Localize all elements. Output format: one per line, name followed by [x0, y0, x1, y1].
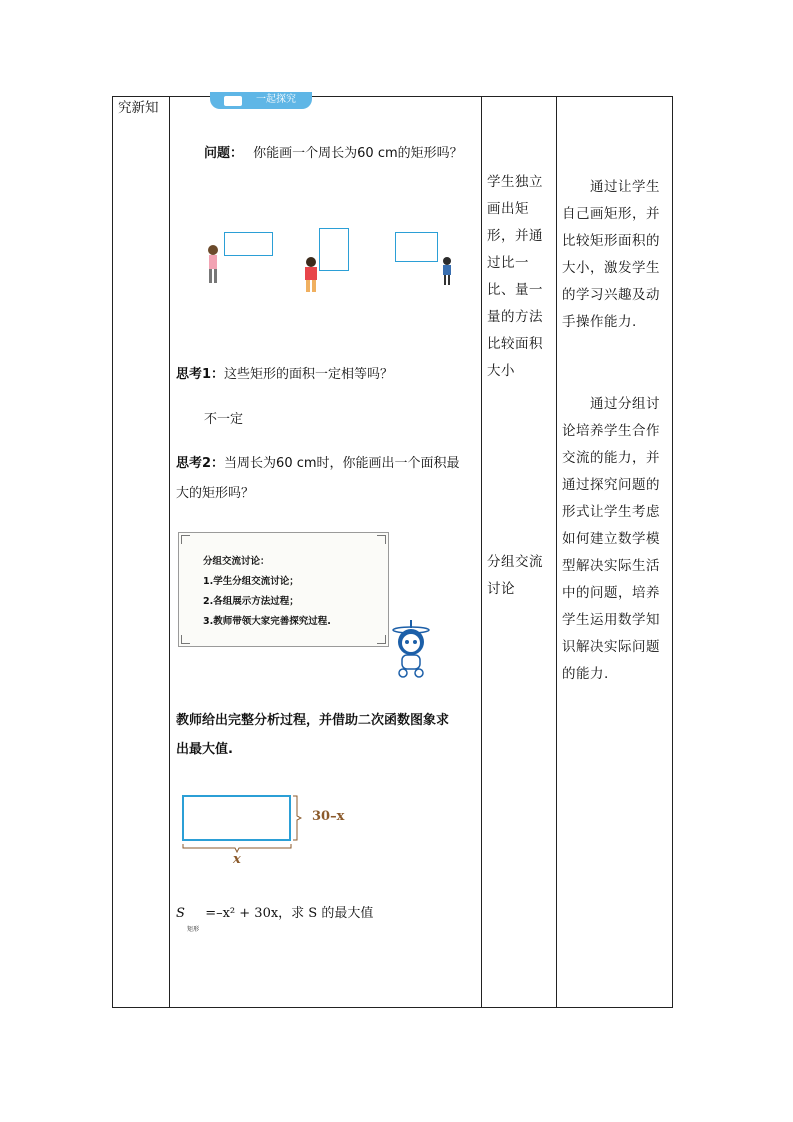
rectangle-2 [319, 228, 349, 271]
table-col-border-3 [556, 96, 557, 1008]
section-banner [210, 92, 312, 109]
think1-answer: 不一定 [204, 412, 244, 427]
table-col-border-4 [672, 96, 673, 1008]
discussion-box [178, 532, 389, 647]
discussion-item-3: 3.教师带领大家完善探究过程. [203, 616, 331, 627]
student-line: 讨论 [487, 581, 515, 597]
think2-line2: 大的矩形吗？ [176, 486, 255, 501]
student-line: 形，并通 [487, 228, 543, 244]
think2-line1 [176, 454, 460, 474]
purpose-line: 的能力. [562, 666, 609, 682]
discussion-item-2: 2.各组展示方法过程； [203, 596, 299, 607]
corner-ornament [181, 635, 190, 644]
problem-text: 你能画一个周长为60 cm的矩形吗？ [253, 146, 463, 161]
purpose-line: 通过分组讨 [562, 396, 660, 412]
discussion-title: 分组交流讨论： [203, 556, 270, 567]
purpose-line: 识解决实际问题 [562, 639, 660, 655]
purpose-line: 自己画矩形，并 [562, 206, 660, 222]
think1-line [176, 365, 393, 385]
student-activity-2 [487, 549, 543, 603]
student-line: 分组交流 [487, 554, 543, 570]
purpose-line: 学生运用数学知 [562, 612, 660, 628]
student-line: 过比一 [487, 255, 529, 271]
kid-figure-3 [440, 256, 454, 286]
purpose-line: 大小，激发学生 [562, 260, 660, 276]
purpose-line: 通过让学生 [562, 179, 660, 195]
table-col-border-0 [112, 96, 113, 1008]
banner-icon [224, 96, 242, 106]
problem-prefix: 问题： [204, 146, 244, 161]
student-activity-1 [487, 169, 543, 385]
discussion-item-1: 1.学生分组交流讨论； [203, 576, 299, 587]
teacher-line2: 出最大值. [176, 742, 233, 757]
purpose-line: 中的问题，培养 [562, 585, 660, 601]
rectangle-3 [395, 232, 438, 262]
corner-ornament [377, 535, 386, 544]
purpose-line: 论培养学生合作 [562, 423, 660, 439]
kid-figure-2 [300, 256, 322, 294]
stage-label: 究新知 [118, 100, 159, 116]
purpose-line: 如何建立数学模 [562, 531, 660, 547]
banner-label: 一起探究 [256, 94, 296, 105]
table-bottom-border [112, 1007, 673, 1008]
bottom-label: x [233, 852, 241, 867]
area-formula [176, 902, 374, 933]
think1-prefix: 思考1： [176, 367, 225, 382]
purpose-line: 型解决实际生活 [562, 558, 660, 574]
purpose-line: 的学习兴趣及动 [562, 287, 660, 303]
corner-ornament [181, 535, 190, 544]
purpose-block-2 [562, 391, 660, 688]
student-line: 比较面积 [487, 336, 543, 352]
table-top-border [112, 96, 673, 97]
purpose-line: 通过探究问题的 [562, 477, 660, 493]
robot-mascot-icon [388, 618, 434, 680]
student-line: 量的方法 [487, 309, 543, 325]
purpose-line: 比较矩形面积的 [562, 233, 660, 249]
student-line: 学生独立 [487, 174, 543, 190]
think1-text: 这些矩形的面积一定相等吗？ [224, 367, 394, 382]
purpose-line: 交流的能力，并 [562, 450, 660, 466]
rectangle-1 [224, 232, 273, 256]
purpose-line: 形式让学生考虑 [562, 504, 660, 520]
teacher-line1: 教师给出完整分析过程，并借助二次函数图象求 [176, 713, 450, 728]
side-label: 30–x [312, 809, 345, 824]
table-col-border-2 [481, 96, 482, 1008]
student-line: 画出矩 [487, 201, 529, 217]
purpose-line: 手操作能力. [562, 314, 637, 330]
formula-expression: =–x² + 30x，求 S 的最大值 [205, 906, 374, 921]
student-line: 比、量一 [487, 282, 543, 298]
table-col-border-1 [169, 96, 170, 1008]
problem-line [204, 144, 463, 164]
kid-figure-1 [204, 244, 222, 286]
think2-prefix: 思考2： [176, 456, 225, 471]
diagram-rectangle [182, 795, 291, 841]
side-brace [292, 795, 302, 841]
student-line: 大小 [487, 363, 515, 379]
corner-ornament [377, 635, 386, 644]
think2-text: 当周长为60 cm时，你能画出一个面积最 [224, 456, 460, 471]
formula-s: S [176, 906, 185, 921]
formula-subscript: 矩形 [187, 926, 200, 933]
purpose-block-1 [562, 174, 660, 336]
